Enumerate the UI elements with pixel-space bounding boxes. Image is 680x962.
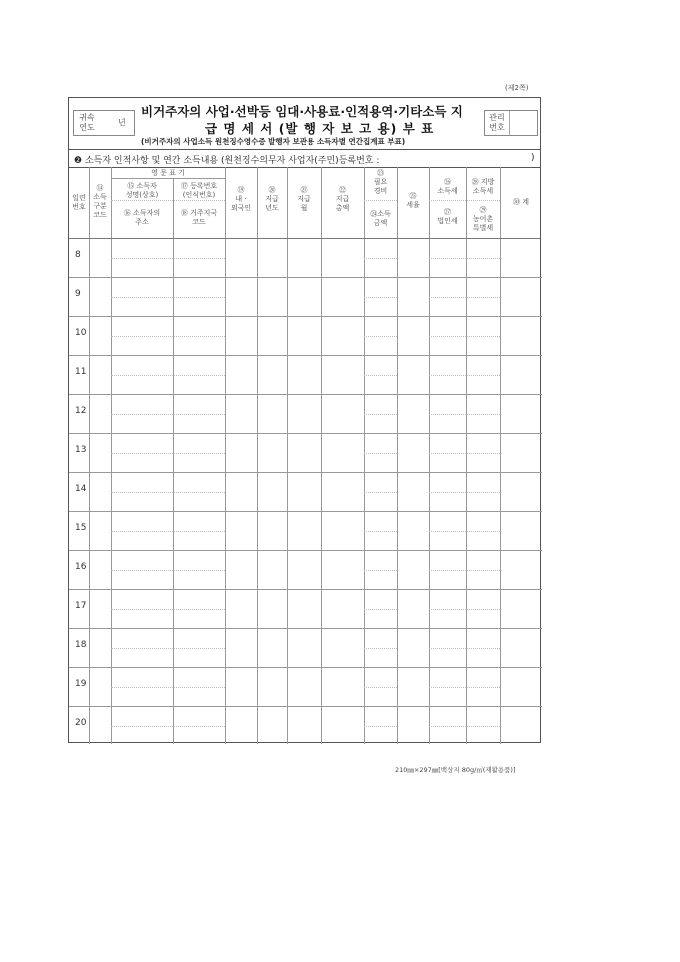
row-dotted-divider (429, 336, 466, 337)
row-dotted-divider (111, 414, 173, 415)
row-dotted-divider (364, 570, 397, 571)
row-dotted-divider (173, 414, 225, 415)
section-title (74, 153, 379, 166)
form-frame (68, 97, 541, 743)
row-number: 12 (75, 406, 87, 416)
row-dotted-divider (466, 531, 500, 532)
col-earner-name: ⑮ 소득자 성명(상호) (125, 182, 159, 199)
col-income-tax: ㉖ 소득세 (437, 178, 458, 195)
row-number: 15 (75, 523, 87, 533)
col-payment-year: ⑳ 지급 년도 (265, 186, 279, 212)
row-dotted-divider (429, 726, 466, 727)
col-income-amount: ㉔소득 금액 (370, 210, 391, 227)
row-dotted-divider (466, 375, 500, 376)
table-row (69, 472, 542, 511)
table-row (69, 238, 542, 277)
row-dotted-divider (173, 453, 225, 454)
row-dotted-divider (173, 687, 225, 688)
management-no-box (484, 110, 538, 136)
row-number: 14 (75, 484, 87, 494)
row-dotted-divider (429, 297, 466, 298)
row-dotted-divider (429, 258, 466, 259)
form-title-line2: 급 명 세 서 (발 행 자 보 고 용) 부 표 (205, 121, 435, 136)
row-dotted-divider (466, 414, 500, 415)
row-dotted-divider (173, 570, 225, 571)
table-row (69, 589, 542, 628)
row-dotted-divider (364, 492, 397, 493)
row-dotted-divider (466, 453, 500, 454)
col-income-type-code: ⑭ 소득 구분 코드 (93, 184, 107, 219)
year-unit: 년 (118, 118, 126, 127)
table-row (69, 277, 542, 316)
form-number: (제2쪽) (505, 84, 529, 92)
row-dotted-divider (111, 687, 173, 688)
attribution-year-box (73, 110, 135, 136)
row-dotted-divider (364, 297, 397, 298)
row-dotted-divider (173, 531, 225, 532)
col-necessary-expenses: ㉓ 필요 경비 (373, 169, 388, 195)
row-dotted-divider (364, 414, 397, 415)
row-dotted-divider (429, 687, 466, 688)
row-dotted-divider (364, 726, 397, 727)
table-row (69, 511, 542, 550)
row-dotted-divider (364, 336, 397, 337)
section-text: 소득자 인적사항 및 연간 소득내용 (원천징수의무자 사업자(주민)등록번호 : (84, 156, 380, 166)
row-dotted-divider (466, 609, 500, 610)
row-dotted-divider (466, 570, 500, 571)
col-payment-total: ㉒ 지급 총액 (335, 186, 350, 212)
row-dotted-divider (466, 336, 500, 337)
row-dotted-divider (429, 570, 466, 571)
row-dotted-divider (173, 492, 225, 493)
row-dotted-divider (111, 375, 173, 376)
row-dotted-divider (429, 492, 466, 493)
row-dotted-divider (364, 609, 397, 610)
row-dotted-divider (173, 726, 225, 727)
row-dotted-divider (111, 531, 173, 532)
table-row (69, 433, 542, 472)
attribution-year-label: 귀속 연도 (79, 113, 95, 132)
row-dotted-divider (429, 648, 466, 649)
row-dotted-divider (111, 336, 173, 337)
col-residence-country-code: ⑱ 거주지국 코드 (180, 209, 218, 226)
col-tax-rate: ㉕ 세율 (406, 192, 420, 209)
row-dotted-divider (111, 453, 173, 454)
table-row (69, 706, 542, 745)
row-number: 20 (75, 718, 87, 728)
row-dotted-divider (429, 375, 466, 376)
row-dotted-divider (364, 453, 397, 454)
row-number: 17 (75, 601, 87, 611)
row-dotted-divider (111, 297, 173, 298)
section-close: ) (531, 153, 535, 163)
col-domestic-foreign: ⑲ 내 · 외국인 (230, 186, 252, 212)
row-dotted-divider (364, 531, 397, 532)
row-dotted-divider (173, 375, 225, 376)
table-row (69, 355, 542, 394)
row-number: 8 (75, 250, 81, 260)
row-dotted-divider (429, 453, 466, 454)
col-registration-no: ⑰ 등록번호 (인식번호) (180, 182, 218, 199)
row-dotted-divider (364, 375, 397, 376)
col-total: ㉚ 계 (513, 198, 529, 206)
row-dotted-divider (173, 609, 225, 610)
table-row (69, 394, 542, 433)
col-serial: 일련 번호 (72, 194, 86, 211)
row-dotted-divider (466, 492, 500, 493)
col-earner-address: ⑯ 소득자의 주소 (123, 209, 161, 226)
row-dotted-divider (111, 570, 173, 571)
row-dotted-divider (466, 297, 500, 298)
row-number: 18 (75, 640, 87, 650)
row-dotted-divider (429, 609, 466, 610)
row-dotted-divider (364, 687, 397, 688)
row-dotted-divider (466, 648, 500, 649)
row-dotted-divider (466, 687, 500, 688)
table-row (69, 316, 542, 355)
form-title-line1: 비거주자의 사업·선박등 임대·사용료·인적용역·기타소득 지 (141, 104, 463, 119)
row-number: 10 (75, 328, 87, 338)
col-payment-month: ㉑ 지급 월 (297, 186, 311, 212)
row-dotted-divider (364, 258, 397, 259)
col-english-notation: 영 문 표 기 (151, 169, 185, 177)
management-no-label: 관리 번호 (489, 113, 505, 132)
row-number: 11 (75, 367, 87, 377)
row-dotted-divider (111, 492, 173, 493)
row-dotted-divider (173, 336, 225, 337)
row-dotted-divider (173, 297, 225, 298)
row-number: 9 (75, 289, 81, 299)
row-dotted-divider (466, 726, 500, 727)
paper-spec: 210㎜×297㎜[백상지 80g/㎡(재활용품)] (395, 766, 516, 774)
section-marker: ❷ (74, 156, 83, 166)
row-number: 16 (75, 562, 87, 572)
row-dotted-divider (173, 258, 225, 259)
col-rural-special-tax: ㉙ 농어촌 특별세 (472, 206, 494, 232)
table-row (69, 667, 542, 706)
row-dotted-divider (111, 726, 173, 727)
row-dotted-divider (111, 648, 173, 649)
row-dotted-divider (364, 648, 397, 649)
row-dotted-divider (111, 609, 173, 610)
row-dotted-divider (429, 531, 466, 532)
col-local-income-tax: ㉘ 지방 소득세 (471, 178, 495, 195)
row-dotted-divider (466, 258, 500, 259)
row-dotted-divider (111, 258, 173, 259)
row-number: 13 (75, 445, 87, 455)
row-number: 19 (75, 679, 87, 689)
table-row (69, 628, 542, 667)
table-row (69, 550, 542, 589)
form-subtitle: (비거주자의 사업소득 원천징수영수증 발행자 보관용 소득자별 연간집계표 부표) (141, 137, 406, 146)
management-no-divider (509, 111, 510, 135)
row-dotted-divider (429, 414, 466, 415)
col-corporate-tax: ㉗ 법인세 (437, 208, 458, 225)
row-dotted-divider (173, 648, 225, 649)
